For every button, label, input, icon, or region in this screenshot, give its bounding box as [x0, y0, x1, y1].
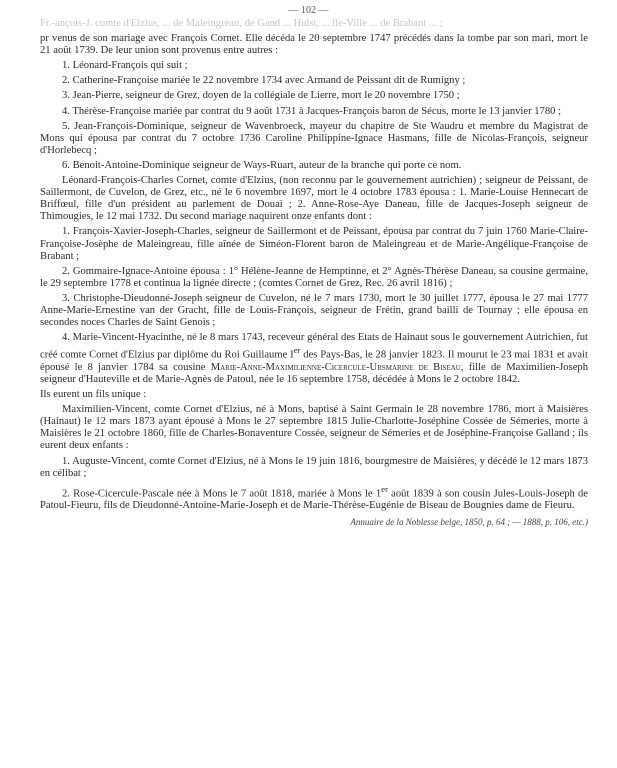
second-marriage-child-1: 1. François-Xavier-Joseph-Charles, seigneur de Saillermont et de Peissant, épousa par contrat du 7 juin 1760 Marie-Claire-Françoise-Josèphe de Maleingreau, fille aînée de Siméon-Florent baron de Maleingreau et de Marie-Angélique-Françoise de Brabant ; [40, 226, 588, 262]
child-1: 1. Léonard-François qui suit ; [62, 60, 188, 72]
citation: Annuaire de la Noblesse belge, 1850, p. 64 ; — 1888, p. 106, etc.) [350, 517, 588, 528]
body-text [40, 18, 588, 529]
second-marriage-child-2: 2. Gommaire-Ignace-Antoine épousa : 1° Hélène-Jeanne de Hemptinne, et 2° Agnès-Thérèse Daneau, sa cousine germaine, le 29 septembre 1778 et continua la lignée directe ; (comtes Cornet de Grez, Rec. 26 avril 1816) ; [40, 265, 588, 289]
grandchild-2: 2. Rose-Cicercule-Pascale née à Mons le 7 août 1818, mariée à Mons le 1er août 1839 à son cousin Jules-Louis-Joseph de Patoul-Fieuru, fils de Dieudonné-Antoine-Marie-Joseph et de Marie-Thérèse-Eugénie de Biseau de Bougnies dame de Fieuru. [40, 483, 589, 512]
child-3: 3. Jean-Pierre, seigneur de Grez, doyen de la collégiale de Lierre, mort le 20 novembre 1750 ; [62, 90, 460, 102]
only-son-intro: Ils eurent un fils unique : [40, 389, 147, 401]
child-6: 6. Benoit-Antoine-Dominique seigneur de Ways-Ruart, auteur de la branche qui porte ce nom. [62, 159, 462, 171]
leonard-francois-paragraph: Léonard-François-Charles Cornet, comte d'Elzius, (non reconnu par le gouvernement autrichien) ; seigneur de Peissant, de Saillermont, de Cuvelon, de Grez, etc., né le 6 novembre 1697, mort le 4 octobre 1783 épousa : 1. Marie-Louise Hennecart de Briffœul, fille d'un président au parlement de Douai ; 2. Anne-Rose-Aye Daneau, fille de Jacques-Joseph seigneur de Thimougies, le 12 mai 1732. Du second mariage naquirent onze enfants dont : [40, 175, 588, 223]
page-number: — 102 — [288, 5, 329, 16]
child-2: 2. Catherine-Françoise mariée le 22 novembre 1734 avec Armand de Peissant dit de Rumigny ; [62, 75, 466, 87]
child-4: 4. Thérèse-Françoise mariée par contrat du 9 août 1731 à Jacques-François baron de Sécus, morte le 13 janvier 1780 ; [62, 105, 562, 117]
child-5: 5. Jean-François-Dominique, seigneur de Wavenbroeck, mayeur du chapitre de Ste Waudru et membre du Magistrat de Mons qui épousa par contrat du 7 octobre 1736 Caroline Philippine-Ignace Hasmans, fille de Nicolas-François, seigneur d'Horlebecq ; [40, 120, 588, 156]
second-marriage-child-3: 3. Christophe-Dieudonné-Joseph seigneur de Cuvelon, né le 7 mars 1730, mort le 30 juillet 1777, épousa le 27 mai 1777 Anne-Marie-Ernestine van der Gracht, fille de Louis-François, seigneur de Frétin, grand bailli de Tournay ; elle épousa en secondes noces Charles de Saint Genois ; [40, 292, 588, 329]
faded-top-lines: Fr.-ançois-J. comte d'Elzius, ... de Maleingreau, de Gand ... Hulst, ... lle-Ville ... de Brabant ... ; [40, 18, 443, 29]
small-caps-name: Marie-Anne-Maximilienne-Cicercule-Ursmarine de Biseau, [210, 361, 464, 373]
intro-paragraph: pr venus de son mariage avec François Cornet. Elle décéda le 20 septembre 1747 précédés dans la tombe par son mari, mort le 21 août 1739. De leur union sont provenus entre autres : [40, 33, 588, 57]
second-marriage-child-4: 4. Marie-Vincent-Hyacinthe, né le 8 mars 1743, receveur général des Etats de Hainaut sous le gouvernement Autrichien, fut créé comte Cornet d'Elzius par diplôme du Roi Guillaume Ier des Pays-Bas, le 28 janvier 1823. Il mourut le 23 mai 1831 et avait épousé le 8 janvier 1784 sa cousine Marie-Anne-Maximilienne-Cicercule-Ursmarine de Biseau, fille de Maximilien-Joseph seigneur d'Hauteville et de Marie-Agnès de Patoul, née le 16 septembre 1758, décédée à Mons le 2 octobre 1842. [40, 332, 589, 385]
maximilien-vincent-paragraph: Maximilien-Vincent, comte Cornet d'Elzius, né à Mons, baptisé à Saint Germain le 28 novembre 1786, mort à Maisières (Hainaut) le 12 mars 1873 ayant épousé à Mons le 27 septembre 1815 Julie-Charlotte-Joséphine Cossée de Sémeries, morte à Maisières le 21 octobre 1860, fille de Charles-Bonaventure Cossée, seigneur de Sémeries et de Joséphine-Françoise Galland ; ils eurent deux enfants : [40, 404, 588, 452]
grandchild-1: 1. Auguste-Vincent, comte Cornet d'Elzius, né à Mons le 19 juin 1816, bourgmestre de Maisières, y décédé le 12 mars 1873 en célibat ; [40, 455, 588, 479]
